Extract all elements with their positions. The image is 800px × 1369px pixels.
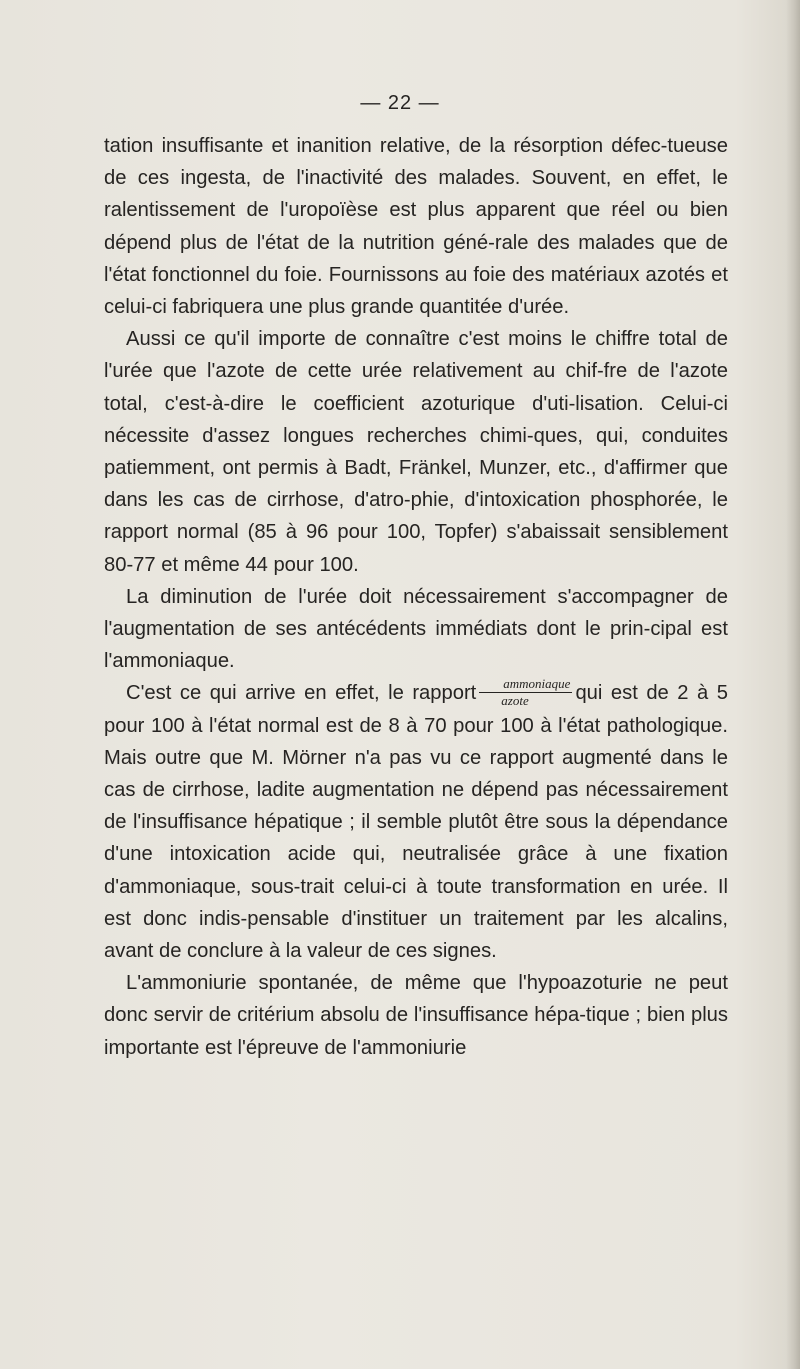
paragraph-3: La diminution de l'urée doit nécessairement s'accompagner de l'augmentation de ses antécédents immédiats dont le prin-cipal est l'ammoniaque. [104, 585, 728, 673]
ratio-fraction [479, 677, 572, 708]
paragraph-4-after: qui est de 2 à 5 pour 100 à l'état normal est de 8 à 70 pour 100 à l'état pathologique. Mais outre que M. Mörner n'a pas vu ce rapport augmenté dans le cas de cirrhose, ladite augmentation ne dépend pas nécessairement de l'insuffisance hépatique ; il semble plutôt être sous la dépendance d'une intoxication acide qui, neutralisée grâce à une fixation d'ammoniaque, sous-trait celui-ci à toute transformation en urée. Il est donc indis-pensable d'instituer un traitement par les alcalins, avant de conclure à la valeur de ces signes. [104, 682, 728, 963]
paragraph-4-before: C'est ce qui arrive en effet, le rapport [126, 682, 477, 705]
fraction-numerator: ammoniaque [479, 677, 572, 693]
paragraph-2: Aussi ce qu'il importe de connaître c'est moins le chiffre total de l'urée que l'azote de cette urée relativement au chif-fre de l'azote total, c'est-à-dire le coefficient azoturique d'uti-lisation. Celui-ci nécessite d'assez longues recherches chimi-ques, qui, conduites patiemment, ont permis à Badt, Fränkel, Munzer, etc., d'affirmer que dans les cas de cirrhose, d'atro-phie, d'intoxication phosphorée, le rapport normal (85 à 96 pour 100, Topfer) s'abaissait sensiblement 80-77 et même 44 pour 100. [104, 328, 728, 576]
paragraph-4 [104, 677, 728, 967]
fraction-denominator: azote [501, 692, 529, 708]
body-text [104, 130, 728, 1064]
paragraph-5: L'ammoniurie spontanée, de même que l'hypoazoturie ne peut donc servir de critérium absolu de l'insuffisance hépa-tique ; bien plus importante est l'épreuve de l'ammoniurie [104, 972, 728, 1059]
page-number: — 22 — [360, 92, 440, 114]
page-edge-shadow [786, 0, 800, 1369]
paragraph-1: tation insuffisante et inanition relative, de la résorption défec-tueuse de ces ingesta, de l'inactivité des malades. Souvent, en effet, le ralentissement de l'uropoïèse est plus apparent que réel ou bien dépend plus de l'état de la nutrition géné-rale des malades que de l'état fonctionnel du foie. Fournissons au foie des matériaux azotés et celui-ci fabriquera une plus grande quantitée d'urée. [104, 135, 728, 319]
